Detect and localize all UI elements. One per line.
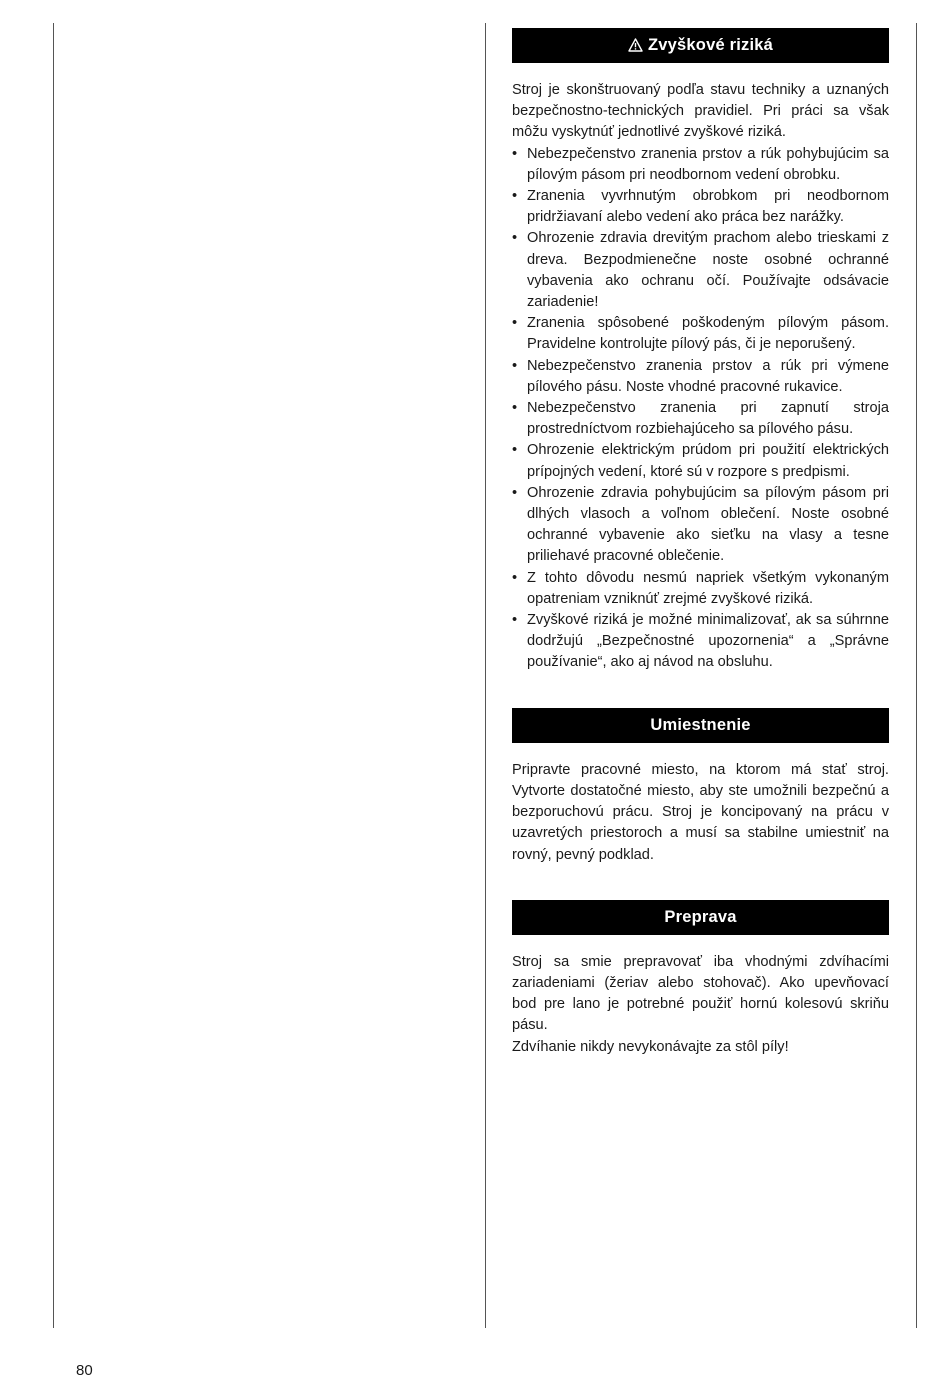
section-title: Preprava — [664, 907, 737, 926]
list-item-text: Ohrozenie zdravia drevitým prachom alebo trieskami z dreva. Bezpodmienečne noste osobné ochranné vybavenia ako ochranu očí. Používajte odsávacie zariadenie! — [527, 230, 889, 311]
list-item-text: Nebezpečenstvo zranenia prstov a rúk pohybujúcim sa pílovým pásom pri neodbornom vedení obrobku. — [527, 145, 889, 183]
section-placement — [512, 708, 889, 866]
list-item-text: Nebezpečenstvo zranenia prstov a rúk pri výmene pílového pásu. Noste vhodné pracovné rukavice. — [527, 357, 889, 395]
transport-warning: Zdvíhanie nikdy nevykonávajte za stôl píly! — [512, 1038, 789, 1055]
list-item — [512, 568, 889, 610]
list-item-text: Z tohto dôvodu nesmú napriek všetkým vykonaným opatreniam vzniknúť zrejmé zvyškové riziká. — [527, 569, 889, 607]
list-item — [512, 440, 889, 482]
bullet-marker: • — [512, 357, 518, 374]
bullet-marker: • — [512, 569, 518, 586]
section-title: Zvyškové riziká — [648, 36, 773, 54]
page-number: 80 — [76, 1362, 93, 1379]
list-item — [512, 398, 889, 440]
column-divider-right — [916, 23, 917, 1328]
column-divider-middle — [485, 23, 486, 1328]
list-item-text: Ohrozenie zdravia pohybujúcim sa pílovým pásom pri dlhých vlasoch a voľnom oblečení. Noste osobné ochranné vybavenie ako sieťku na vlasy a tesne priliehavé pracovné oblečenie. — [527, 484, 889, 565]
list-item-text: Ohrozenie elektrickým prúdom pri použití elektrických prípojných vedení, ktoré sú v rozpore s predpismi. — [527, 442, 889, 480]
section-residual-risks — [512, 28, 889, 674]
list-item — [512, 356, 889, 398]
transport-text: Stroj sa smie prepravovať iba vhodnými zdvíhacími zariadeniami (žeriav alebo stohovač). Ako upevňovací bod pre lano je potrebné použiť hornú kolesovú skriňu pásu. — [512, 953, 889, 1034]
list-item — [512, 144, 889, 186]
list-item — [512, 483, 889, 568]
list-item-text: Zranenia vyvrhnutým obrobkom pri neodbornom pridržiavaní alebo vedení ako práca bez narážky. — [527, 188, 889, 226]
section-heading-placement — [512, 708, 889, 743]
bullet-marker: • — [512, 145, 518, 162]
residual-risks-list — [512, 144, 889, 674]
bullet-marker: • — [512, 442, 518, 459]
section-title: Umiestnenie — [650, 715, 751, 734]
list-item — [512, 313, 889, 355]
bullet-marker: • — [512, 230, 518, 247]
list-item-text: Zvyškové riziká je možné minimalizovať, ak sa súhrnne dodržujú „Bezpečnostné upozornenia“ a „Správne používanie“, ako aj návod na obsluhu. — [527, 612, 889, 671]
residual-risks-intro: Stroj je skonštruovaný podľa stavu techniky a uznaných bezpečnostno-technických pravidiel. Pri práci sa však môžu vyskytnúť jednotlivé zvyškové riziká. — [512, 82, 889, 141]
bullet-marker: • — [512, 188, 518, 205]
list-item — [512, 228, 889, 313]
bullet-marker: • — [512, 400, 518, 417]
placement-text: Pripravte pracovné miesto, na ktorom má stať stroj. Vytvorte dostatočné miesto, aby ste umožnili bezpečnú a bezporuchovú prácu. Stroj je koncipovaný na prácu v uzavretých priestoroch a musí sa stabilne umiestniť na rovný, pevný podklad. — [512, 761, 889, 863]
warning-triangle-icon — [628, 30, 643, 65]
bullet-marker: • — [512, 612, 518, 629]
section-transport — [512, 900, 889, 1058]
list-item — [512, 610, 889, 674]
bullet-marker: • — [512, 484, 518, 501]
column-divider-left — [53, 23, 54, 1328]
list-item — [512, 186, 889, 228]
bullet-marker: • — [512, 315, 518, 332]
right-text-column — [512, 28, 889, 1058]
list-item-text: Zranenia spôsobené poškodeným pílovým pásom. Pravidelne kontrolujte pílový pás, či je neporušený. — [527, 315, 889, 353]
list-item-text: Nebezpečenstvo zranenia pri zapnutí stroja prostredníctvom rozbiehajúceho sa pílového pásu. — [527, 400, 889, 438]
section-heading-residual-risks — [512, 28, 889, 63]
section-heading-transport — [512, 900, 889, 935]
